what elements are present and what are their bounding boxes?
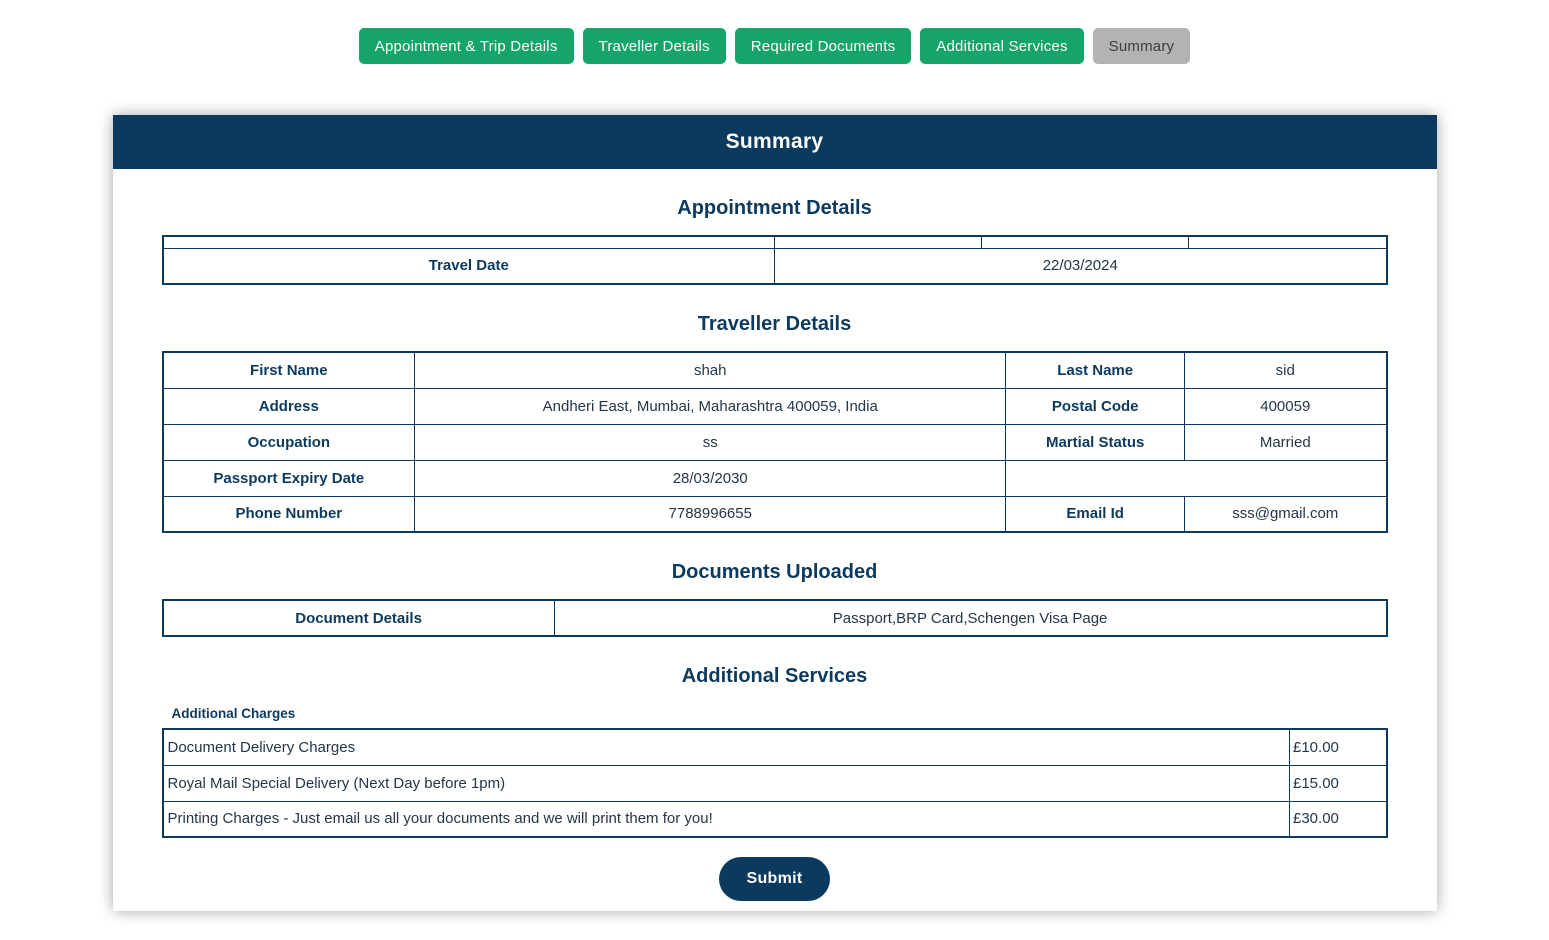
occupation-label: Occupation [163,424,415,460]
table-header-row [163,236,1387,248]
charge-name: Printing Charges - Just email us all your documents and we will print them for you! [163,801,1290,837]
empty-cell [163,236,775,248]
charge-price: £10.00 [1290,729,1387,765]
documents-uploaded-table [162,599,1388,637]
passport-expiry-label: Passport Expiry Date [163,460,415,496]
charge-price: £30.00 [1290,801,1387,837]
traveller-details-heading: Traveller Details [697,313,852,335]
email-id-value: sss@gmail.com [1185,496,1387,532]
table-row [163,352,1387,388]
tab-appointment-trip-details[interactable]: Appointment & Trip Details [359,28,574,64]
additional-services-heading: Additional Services [681,665,868,687]
last-name-label: Last Name [1006,352,1185,388]
occupation-value: ss [415,424,1006,460]
charge-name: Royal Mail Special Delivery (Next Day before 1pm) [163,765,1290,801]
table-row [163,424,1387,460]
phone-number-value: 7788996655 [415,496,1006,532]
table-row [163,801,1387,837]
travel-date-value: 22/03/2024 [775,248,1387,284]
empty-cell [1006,460,1387,496]
document-details-label: Document Details [163,600,555,636]
step-tabbar [0,0,1549,64]
charge-price: £15.00 [1290,765,1387,801]
tab-traveller-details[interactable]: Traveller Details [583,28,726,64]
tab-additional-services[interactable]: Additional Services [920,28,1083,64]
last-name-value: sid [1185,352,1387,388]
empty-cell [1188,236,1386,248]
document-details-value: Passport,BRP Card,Schengen Visa Page [554,600,1386,636]
table-row [163,600,1387,636]
table-row [163,460,1387,496]
appointment-details-table [162,235,1388,285]
table-row [163,248,1387,284]
table-row [163,765,1387,801]
table-row [163,496,1387,532]
summary-card [113,115,1437,911]
empty-cell [775,236,982,248]
first-name-label: First Name [163,352,415,388]
additional-charges-table [162,728,1388,838]
submit-button[interactable]: Submit [719,857,829,901]
postal-code-label: Postal Code [1006,388,1185,424]
email-id-label: Email Id [1006,496,1185,532]
martial-status-label: Martial Status [1006,424,1185,460]
tab-summary[interactable]: Summary [1093,28,1191,64]
martial-status-value: Married [1185,424,1387,460]
address-label: Address [163,388,415,424]
documents-uploaded-heading: Documents Uploaded [671,561,878,583]
table-row [163,388,1387,424]
address-value: Andheri East, Mumbai, Maharashtra 400059, India [415,388,1006,424]
charge-name: Document Delivery Charges [163,729,1290,765]
empty-cell [981,236,1188,248]
appointment-details-heading: Appointment Details [677,197,872,219]
summary-card-header [113,115,1437,169]
postal-code-value: 400059 [1185,388,1387,424]
summary-card-body [113,196,1437,901]
panel-title: Summary [725,130,824,153]
traveller-details-table [162,351,1388,533]
first-name-value: shah [415,352,1006,388]
table-row [163,729,1387,765]
tab-required-documents[interactable]: Required Documents [735,28,912,64]
passport-expiry-value: 28/03/2030 [415,460,1006,496]
additional-charges-label: Additional Charges [171,706,296,721]
travel-date-label: Travel Date [163,248,775,284]
phone-number-label: Phone Number [163,496,415,532]
